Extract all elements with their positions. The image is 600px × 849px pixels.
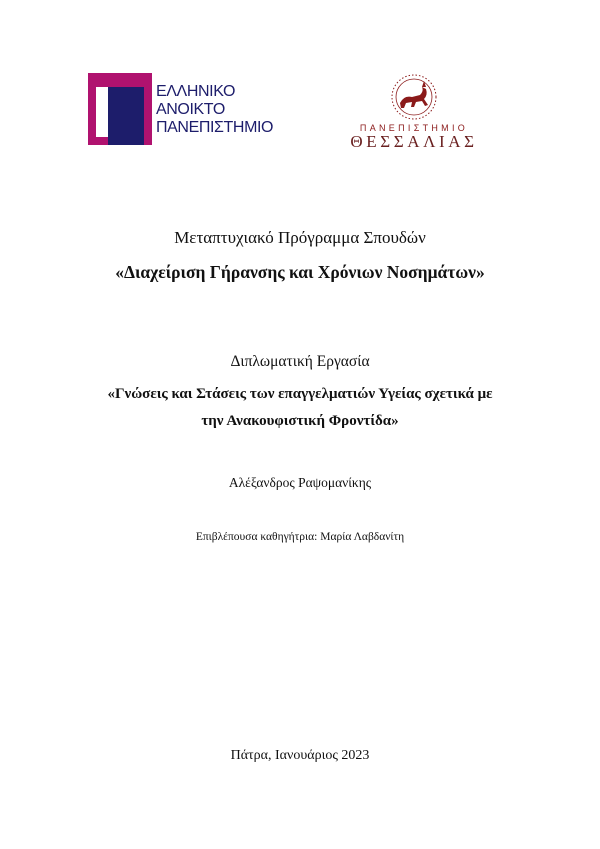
author-name: Αλέξανδρος Ραψομανίκης bbox=[228, 475, 372, 490]
uth-label-small: ΠΑΝΕΠΙΣΤΗΜΙΟ bbox=[359, 123, 469, 133]
uth-label-big: ΘΕΣΣΑΛΙΑΣ bbox=[350, 132, 478, 151]
hou-emblem-icon bbox=[88, 73, 152, 145]
hellenic-open-university-logo bbox=[88, 73, 274, 145]
hou-name bbox=[156, 83, 273, 137]
hou-line: ΕΛΛΗΝΙΚΟ bbox=[156, 83, 236, 100]
hou-line: ΠΑΝΕΠΙΣΤΗΜΙΟ bbox=[156, 119, 274, 136]
place-and-date: Πάτρα, Ιανουάριος 2023 bbox=[230, 748, 370, 763]
thesis-title-line-2: την Ανακουφιστική Φροντίδα» bbox=[201, 413, 399, 429]
program-title: «Διαχείριση Γήρανσης και Χρόνιων Νοσημάτων» bbox=[115, 262, 485, 282]
thesis-title-line-1: «Γνώσεις και Στάσεις των επαγγελματιών Υγείας σχετικά με bbox=[107, 386, 493, 402]
university-of-thessaly-logo bbox=[330, 73, 498, 149]
supervisor-line: Επιβλέπουσα καθηγήτρια: Μαρία Λαβδανίτη bbox=[195, 531, 405, 543]
program-label: Μεταπτυχιακό Πρόγραμμα Σπουδών bbox=[174, 228, 426, 247]
thesis-label: Διπλωματική Εργασία bbox=[230, 353, 370, 370]
hou-line: ΑΝΟΙΚΤΟ bbox=[156, 101, 225, 118]
centaur-emblem-icon bbox=[376, 73, 452, 121]
